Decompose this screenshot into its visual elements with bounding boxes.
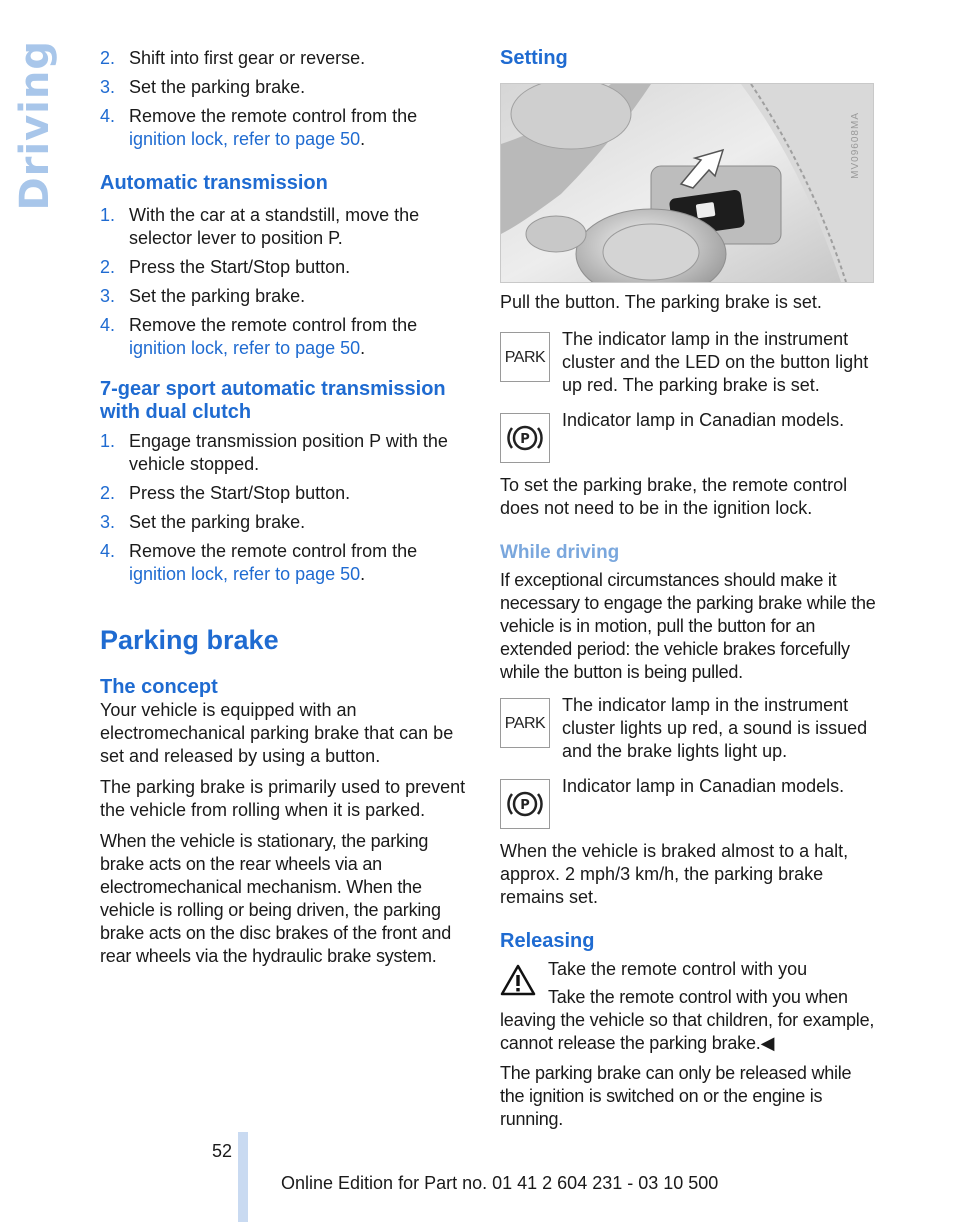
step-text: Remove the remote control from the <box>129 541 418 561</box>
step-text: Remove the remote control from the <box>129 315 418 335</box>
list-item <box>100 256 473 279</box>
step-text: Remove the remote control from the <box>129 106 418 126</box>
park-indicator-icon <box>500 698 550 748</box>
park-label: PARK <box>504 714 546 732</box>
manual-steps <box>100 47 473 151</box>
remote-note: To set the parking brake, the remote control does not need to be in the ignition lock. <box>500 475 848 518</box>
lamp-description: The indicator lamp in the instrument cluster and the LED on the button light up red. The parking brake is set. <box>562 329 869 395</box>
step-number: 3. <box>100 286 116 306</box>
ignition-lock-link[interactable]: ignition lock, refer to page 50 <box>129 338 361 358</box>
concept-paragraph: The parking brake is primarily used to prevent the vehicle from rolling when it is parked. <box>100 777 466 820</box>
lamp-description: The indicator lamp in the instrument cluster lights up red, a sound is issued and the brake lights light up. <box>562 695 868 761</box>
step-text: Press the Start/Stop button. <box>129 257 351 277</box>
while-driving-text: If exceptional circumstances should make it necessary to engage the parking brake while the vehicle is in motion, pull the button for an extended period: the vehicle brakes forcefully while the button is being pulled. <box>500 570 876 682</box>
park-lamp-row-2 <box>500 694 876 763</box>
list-item <box>100 314 473 360</box>
canadian-brake-indicator-icon <box>500 413 550 463</box>
ignition-lock-link[interactable]: ignition lock, refer to page 50 <box>129 564 361 584</box>
list-item <box>100 204 473 250</box>
step-number: 4. <box>100 541 116 561</box>
parking-brake-heading: Parking brake <box>100 625 279 655</box>
step-text: Set the parking brake. <box>129 512 306 532</box>
automatic-transmission-heading: Automatic transmission <box>100 172 328 194</box>
while-driving-heading: While driving <box>500 542 620 563</box>
photo-code: MV09608MA <box>850 112 861 179</box>
canada-lamp-row-1 <box>500 409 876 447</box>
canada-lamp-row-2 <box>500 775 876 813</box>
releasing-heading: Releasing <box>500 930 595 952</box>
list-item <box>100 47 473 70</box>
page-number: 52 <box>212 1141 233 1161</box>
step-number: 2. <box>100 48 116 68</box>
step-number: 2. <box>100 257 116 277</box>
step-text: Shift into first gear or reverse. <box>129 48 366 68</box>
step-text: Engage transmission position P with the vehicle stopped. <box>129 431 448 474</box>
parking-brake-button-illustration <box>501 84 873 282</box>
list-item <box>100 285 473 308</box>
concept-heading: The concept <box>100 676 218 698</box>
chapter-tab: Driving <box>12 40 58 211</box>
list-item <box>100 540 473 586</box>
parking-brake-photo <box>500 83 874 283</box>
pull-button-text: Pull the button. The parking brake is set. <box>500 292 822 312</box>
step-text-end: . <box>360 338 366 358</box>
brake-circle-icon <box>505 786 545 822</box>
step-text-end: . <box>360 564 366 584</box>
sport-steps <box>100 430 473 586</box>
step-text: Set the parking brake. <box>129 77 306 97</box>
step-number: 3. <box>100 77 116 97</box>
list-item <box>100 76 473 99</box>
canadian-lamp-text: Indicator lamp in Canadian models. <box>562 776 845 796</box>
warning-title: Take the remote control with you <box>548 959 808 979</box>
list-item <box>100 430 473 476</box>
brake-circle-icon <box>505 420 545 456</box>
concept-paragraph: When the vehicle is stationary, the parking brake acts on the rear wheels via an electromechanical mechanism. When the vehicle is rolling or being driven, the parking brake acts on the disc brakes of the front and rear wheels via the hydraulic brake system. <box>100 831 452 966</box>
step-text: Press the Start/Stop button. <box>129 483 351 503</box>
canadian-lamp-text: Indicator lamp in Canadian models. <box>562 410 845 430</box>
park-label: PARK <box>504 348 546 366</box>
footer-bar <box>238 1132 248 1222</box>
step-number: 1. <box>100 205 116 225</box>
step-text: With the car at a standstill, move the selector lever to position P. <box>129 205 420 248</box>
park-lamp-row-1 <box>500 328 876 397</box>
step-number: 3. <box>100 512 116 532</box>
warning-icon <box>500 964 536 996</box>
sport-transmission-heading: 7-gear sport automatic transmission with dual clutch <box>100 378 446 423</box>
warning-text: Take the remote control with you when leaving the vehicle so that children, for example, cannot release the parking brake.◀ <box>500 987 875 1053</box>
edition-text: Online Edition for Part no. 01 41 2 604 231 - 03 10 500 <box>281 1173 719 1193</box>
step-text: Set the parking brake. <box>129 286 306 306</box>
warning-block <box>500 958 876 1055</box>
step-number: 4. <box>100 106 116 126</box>
automatic-steps <box>100 204 473 360</box>
concept-body <box>100 699 473 968</box>
step-number: 4. <box>100 315 116 335</box>
list-item <box>100 482 473 505</box>
step-number: 2. <box>100 483 116 503</box>
canadian-brake-indicator-icon <box>500 779 550 829</box>
svg-text:P: P <box>520 432 530 447</box>
step-text-end: . <box>360 129 366 149</box>
ignition-lock-link[interactable]: ignition lock, refer to page 50 <box>129 129 361 149</box>
svg-text:P: P <box>520 798 530 813</box>
setting-heading: Setting <box>500 47 568 69</box>
step-number: 1. <box>100 431 116 451</box>
release-condition-text: The parking brake can only be released while the ignition is switched on or the engine is running. <box>500 1063 852 1129</box>
halt-text: When the vehicle is braked almost to a halt, approx. 2 mph/3 km/h, the parking brake remains set. <box>500 841 849 907</box>
concept-paragraph: Your vehicle is equipped with an electromechanical parking brake that can be set and released by using a button. <box>100 700 454 766</box>
list-item <box>100 511 473 534</box>
park-indicator-icon <box>500 332 550 382</box>
list-item <box>100 105 473 151</box>
